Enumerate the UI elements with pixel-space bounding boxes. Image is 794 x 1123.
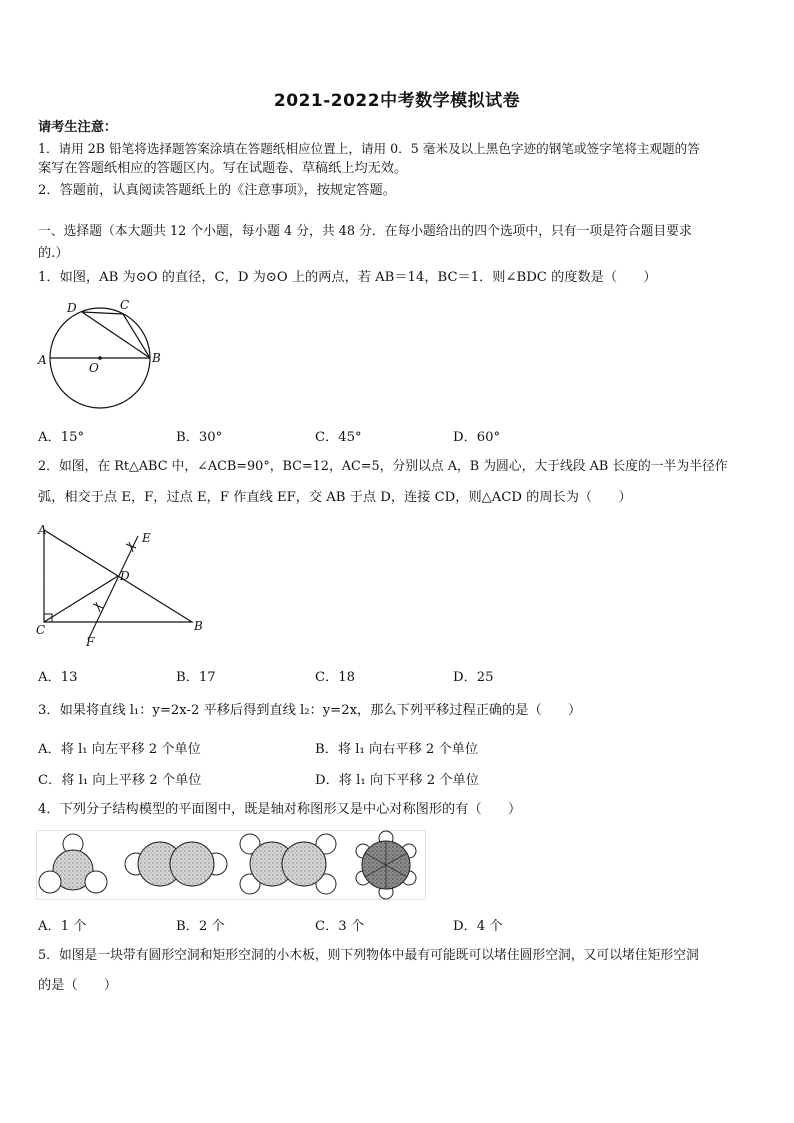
question-2-stem-line-1: 2．如图，在 Rt△ABC 中，∠ACB=90°，BC=12，AC=5，分别以点 A，B 为圆心，大于线段 AB 长度的一半为半径作	[38, 459, 728, 474]
chord-db-line	[82, 312, 150, 358]
label-a: A	[38, 353, 47, 367]
question-1-stem: 1．如图，AB 为⊙O 的直径，C，D 为⊙O 上的两点，若 AB＝14，BC＝1．则∠BDC 的度数是（ ）	[38, 270, 657, 285]
question-4-option-a: A．1 个	[38, 919, 87, 934]
label-c: C	[120, 298, 130, 312]
question-2-option-c: C．18	[315, 670, 356, 685]
notice-line-2: 案写在答题纸相应的答题区内。写在试题卷、草稿纸上均无效。	[38, 161, 408, 176]
label-e: E	[142, 531, 151, 545]
question-5-stem-line-1: 5．如图是一块带有圆形空洞和矩形空洞的小木板，则下列物体中最有可能既可以堵住圆形空洞，又可以堵住矩形空洞	[38, 948, 699, 963]
label-b: B	[194, 619, 203, 633]
question-4-figure	[36, 830, 426, 900]
section-heading-line-1: 一、选择题（本大题共 12 个小题，每小题 4 分，共 48 分．在每小题给出的四个选项中，只有一项是符合题目要求	[38, 224, 692, 239]
molecule-model-2	[125, 842, 227, 886]
question-3-option-b: B．将 l₁ 向右平移 2 个单位	[315, 742, 479, 757]
question-1-option-c: C．45°	[315, 430, 362, 445]
label-c: C	[36, 623, 46, 637]
question-4-stem: 4．下列分子结构模型的平面图中，既是轴对称图形又是中心对称图形的有（ ）	[38, 802, 522, 817]
question-3-option-c: C．将 l₁ 向上平移 2 个单位	[38, 773, 202, 788]
label-a: A	[38, 523, 47, 537]
label-d: D	[120, 569, 130, 583]
question-1-option-a: A．15°	[38, 430, 85, 445]
label-b: B	[152, 351, 161, 365]
question-2-option-a: A．13	[38, 670, 78, 685]
molecule-model-1	[39, 834, 107, 893]
section-heading-line-2: 的.）	[38, 246, 69, 261]
question-4-option-c: C．3 个	[315, 919, 365, 934]
question-1-figure	[34, 296, 168, 418]
page-title: 2021-2022中考数学模拟试卷	[273, 91, 521, 111]
question-3-option-d: D．将 l₁ 向下平移 2 个单位	[315, 773, 479, 788]
molecule-model-3	[240, 834, 336, 894]
question-5-stem-line-2: 的是（ ）	[38, 978, 118, 993]
question-2-figure	[34, 522, 214, 652]
question-2-option-b: B．17	[176, 670, 216, 685]
notice-line-1: 1．请用 2B 铅笔将选择题答案涂填在答题纸相应位置上，请用 0．5 毫米及以上黑色字迹的钢笔或签字笔将主观题的答	[38, 141, 700, 156]
notice-line-3: 2．答题前，认真阅读答题纸上的《注意事项》，按规定答题。	[38, 183, 396, 198]
question-1-option-b: B．30°	[176, 430, 223, 445]
notice-heading: 请考生注意：	[38, 120, 118, 135]
question-1-option-d: D．60°	[453, 430, 501, 445]
question-3-option-a: A．将 l₁ 向左平移 2 个单位	[38, 742, 201, 757]
label-d: D	[67, 301, 77, 315]
question-4-option-d: D．4 个	[453, 919, 503, 934]
label-f: F	[86, 635, 95, 649]
question-2-option-d: D．25	[453, 670, 494, 685]
molecule-model-4	[356, 831, 416, 899]
question-4-option-b: B．2 个	[176, 919, 225, 934]
line-ef	[88, 536, 138, 640]
center-point	[98, 356, 102, 360]
question-2-stem-line-2: 弧，相交于点 E，F，过点 E，F 作直线 EF，交 AB 于点 D，连接 CD，则△ACD 的周长为（ ）	[38, 490, 632, 505]
segment-cd-line	[44, 576, 118, 622]
label-o: O	[89, 361, 99, 375]
question-3-stem: 3．如果将直线 l₁：y=2x-2 平移后得到直线 l₂：y=2x，那么下列平移过程正确的是（ ）	[38, 703, 582, 718]
